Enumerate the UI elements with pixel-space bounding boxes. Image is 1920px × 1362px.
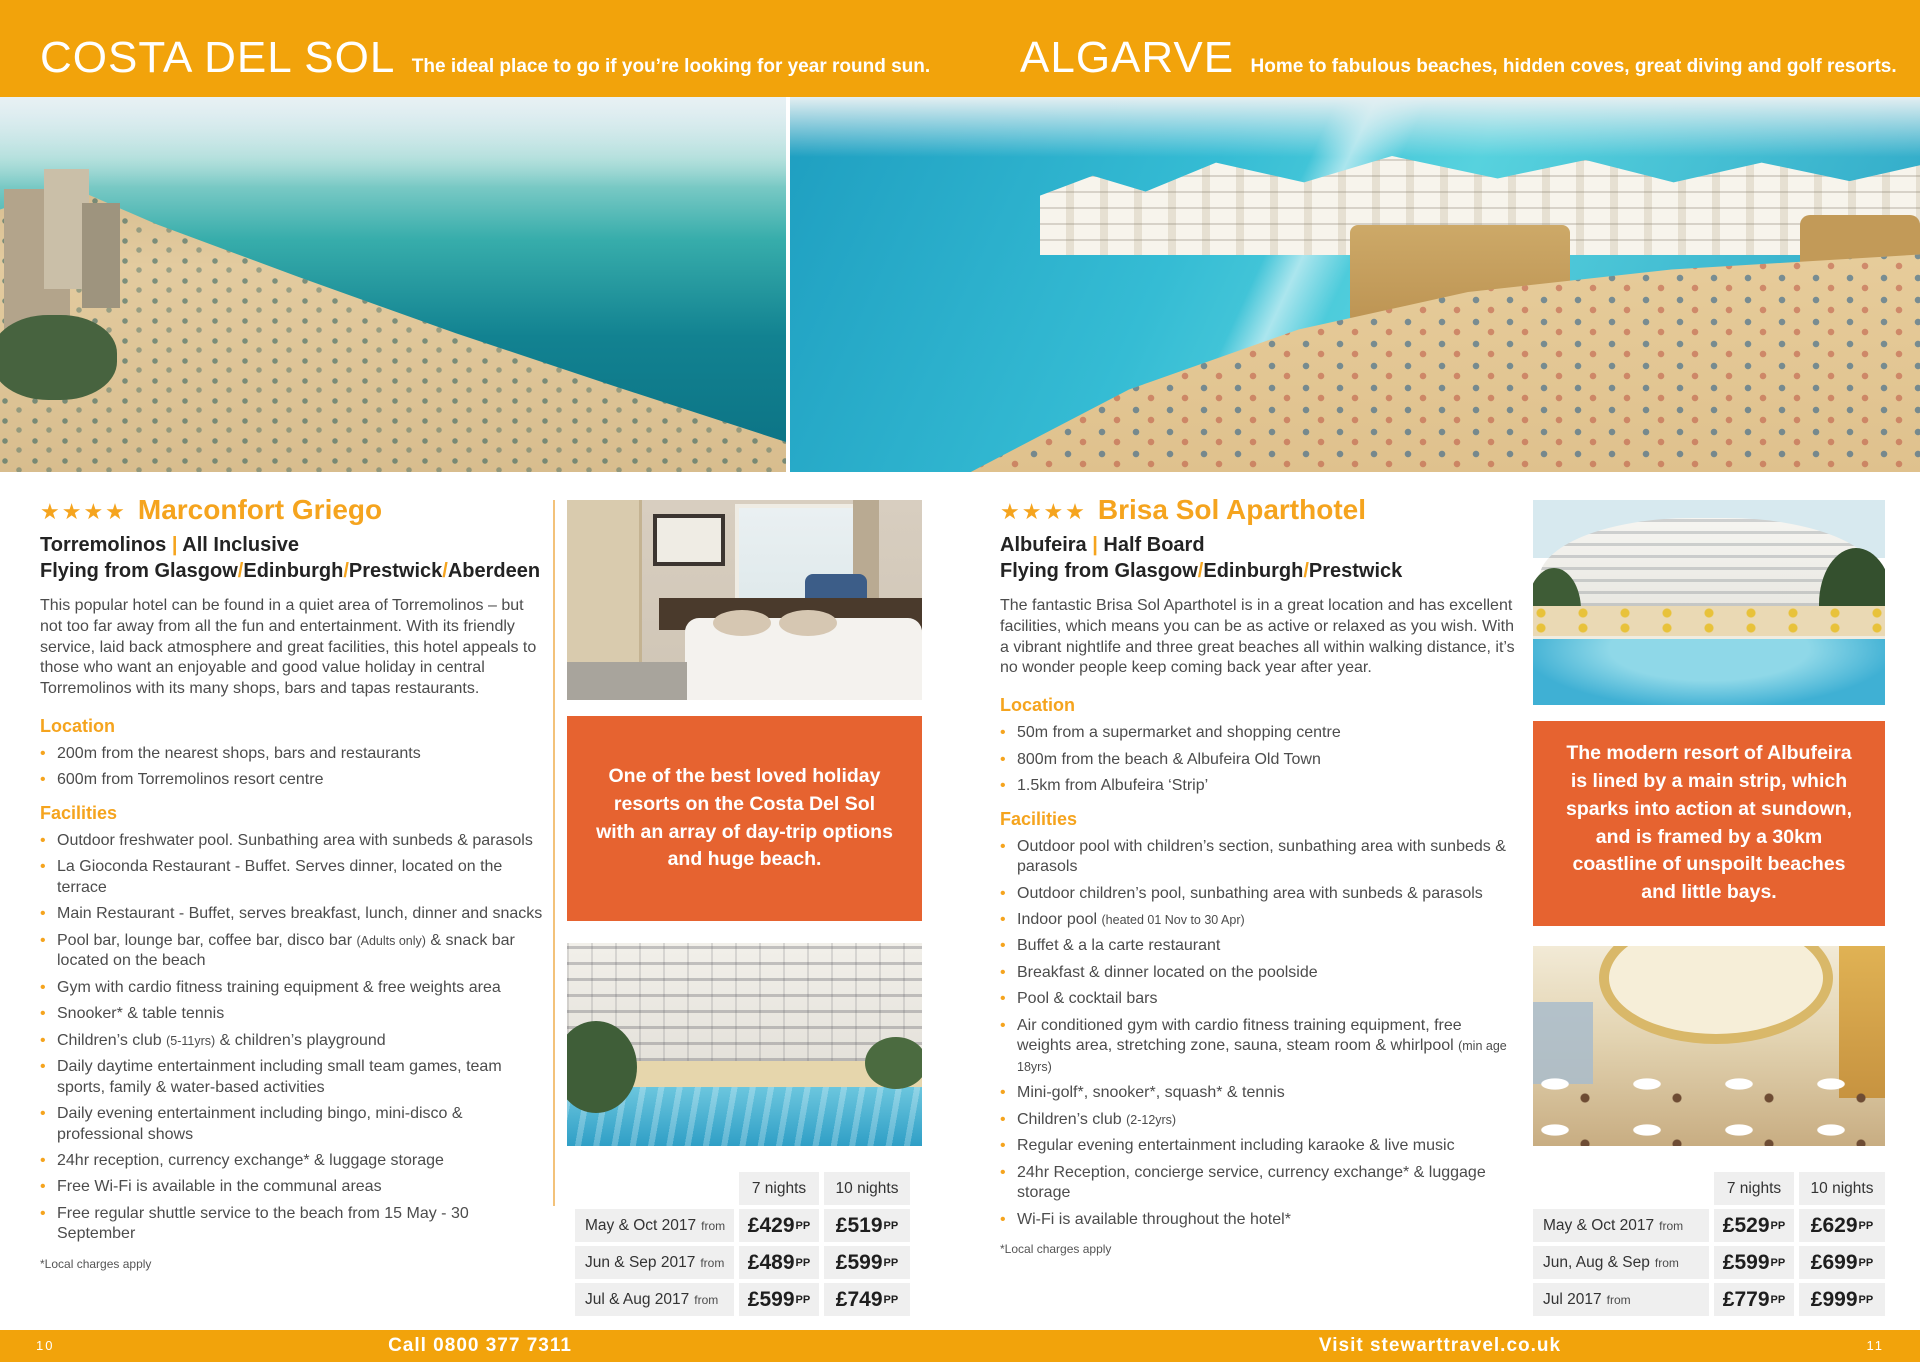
facility-item: • Free regular shuttle service to the beach from 15 May - 30 September xyxy=(40,1204,545,1245)
destination-tagline: Home to fabulous beaches, hidden coves, great diving and golf resorts. xyxy=(1250,56,1897,77)
resort-board-line: Torremolinos | All Inclusive xyxy=(40,534,300,556)
flying-from-line: Flying from Glasgow/Edinburgh/Prestwick xyxy=(1000,560,1403,582)
price-value: £429 xyxy=(747,1213,795,1237)
per-person-suffix: PP xyxy=(1770,1293,1786,1306)
price-10-nights xyxy=(824,1209,910,1242)
price-table-col-10-nights: 10 nights xyxy=(824,1172,910,1205)
facility-item: • Gym with cardio fitness training equipment & free weights area xyxy=(40,978,545,998)
footer-bar xyxy=(0,1330,1920,1362)
resort-board-line: Albufeira | Half Board xyxy=(1000,534,1205,556)
hero-photo-algarve xyxy=(790,97,1920,472)
from-label: from xyxy=(701,1218,726,1233)
price-table-col-10-nights: 10 nights xyxy=(1799,1172,1885,1205)
facility-item: • Air conditioned gym with cardio fitness training equipment, free weights area, stretching zone, sauna, steam room & whirlpool (min age 18yrs) xyxy=(1000,1016,1515,1077)
price-value: £599 xyxy=(747,1287,795,1311)
season-label: Jun, Aug & Sep xyxy=(1543,1253,1650,1271)
price-table-row xyxy=(575,1283,910,1316)
facility-item: • Children’s club (2-12yrs) xyxy=(1000,1110,1515,1130)
building-shape xyxy=(82,203,120,308)
per-person-suffix: PP xyxy=(795,1256,811,1269)
location-item: • 1.5km from Albufeira ‘Strip’ xyxy=(1000,776,1515,796)
destination-title: ALGARVE xyxy=(1020,33,1235,82)
header-banner xyxy=(0,0,1920,97)
season-label: Jun & Sep 2017 xyxy=(585,1253,696,1271)
trees-shape xyxy=(0,315,117,400)
facility-item: • Outdoor freshwater pool. Sunbathing area with sunbeds & parasols xyxy=(40,831,545,851)
pool-deck-shape xyxy=(1533,606,1885,636)
price-7-nights xyxy=(1714,1283,1794,1316)
facility-item: • 24hr Reception, concierge service, currency exchange* & luggage storage xyxy=(1000,1163,1515,1204)
price-table-row xyxy=(1533,1246,1885,1279)
hotel-name: Brisa Sol Aparthotel xyxy=(1097,494,1367,525)
resort-callout-text: One of the best loved holiday resorts on the Costa Del Sol with an array of day-trip options and huge beach. xyxy=(596,765,893,871)
facility-item: • Mini-golf*, snooker*, squash* & tennis xyxy=(1000,1083,1515,1103)
page-number-left: 10 xyxy=(36,1338,55,1353)
sidebar-costa-del-sol xyxy=(567,500,922,1320)
price-table-col-7-nights: 7 nights xyxy=(739,1172,819,1205)
hotel-card-brisa-sol-aparthotel xyxy=(1000,494,1515,1256)
picture-frame-shape xyxy=(653,514,725,566)
price-value: £489 xyxy=(747,1250,795,1274)
destination-tagline: The ideal place to go if you’re looking for year round sun. xyxy=(411,56,931,77)
facilities-list xyxy=(40,831,545,1245)
hotel-pool-photo xyxy=(567,943,922,1146)
facility-item: • Pool bar, lounge bar, coffee bar, disco bar (Adults only) & snack bar located on the beach xyxy=(40,931,545,972)
hotel-name: Marconfort Griego xyxy=(137,494,383,525)
season-label: May & Oct 2017 xyxy=(585,1216,697,1234)
per-person-suffix: PP xyxy=(795,1219,811,1232)
location-item: • 600m from Torremolinos resort centre xyxy=(40,770,545,790)
price-10-nights xyxy=(824,1283,910,1316)
star-rating: ★★★★ xyxy=(40,499,127,524)
season-cell xyxy=(1533,1209,1709,1242)
facility-item: • Snooker* & table tennis xyxy=(40,1004,545,1024)
price-value: £629 xyxy=(1810,1213,1858,1237)
dining-tables-pattern xyxy=(1533,1066,1885,1146)
floor-shape xyxy=(567,662,687,700)
price-table-corner-cell xyxy=(575,1172,734,1205)
sky-shape xyxy=(0,97,786,187)
price-7-nights xyxy=(739,1283,819,1316)
from-label: from xyxy=(700,1255,725,1270)
facility-item: • Breakfast & dinner located on the poolside xyxy=(1000,963,1515,983)
facility-item: • Outdoor pool with children’s section, sunbathing area with sunbeds & parasols xyxy=(1000,837,1515,878)
price-10-nights xyxy=(1799,1209,1885,1242)
price-value: £599 xyxy=(835,1250,883,1274)
price-table-body xyxy=(575,1209,910,1316)
price-value: £999 xyxy=(1810,1287,1858,1311)
price-7-nights xyxy=(739,1246,819,1279)
resort-callout xyxy=(1533,721,1885,926)
price-7-nights xyxy=(1714,1246,1794,1279)
page-number-right: 11 xyxy=(1866,1338,1884,1353)
resort-callout-text: The modern resort of Albufeira is lined by a main strip, which sparks into action at sundown, and is framed by a 30km coastline of unspoilt beaches and little bays. xyxy=(1565,742,1853,903)
footer-phone: Call 0800 377 7311 xyxy=(388,1335,572,1356)
facility-item: • Pool & cocktail bars xyxy=(1000,989,1515,1009)
hotel-description: This popular hotel can be found in a quiet area of Torremolinos – but not too far away from all the fun and entertainment. With its friendly service, laid back atmosphere and great facilities, this hotel appeals to those who want an enjoyable and good value holiday in central Torremolinos with its many shops, bars and tapas restaurants. xyxy=(40,597,537,698)
price-table-marconfort-griego xyxy=(575,1172,910,1316)
price-value: £519 xyxy=(835,1213,883,1237)
facility-item: • Wi-Fi is available throughout the hotel* xyxy=(1000,1210,1515,1230)
per-person-suffix: PP xyxy=(795,1293,811,1306)
destination-title: COSTA DEL SOL xyxy=(40,33,396,82)
price-10-nights xyxy=(824,1246,910,1279)
facilities-list xyxy=(1000,837,1515,1231)
destination-header-costa-del-sol xyxy=(40,33,930,83)
per-person-suffix: PP xyxy=(1770,1219,1786,1232)
from-label: from xyxy=(1606,1292,1631,1307)
location-item: • 200m from the nearest shops, bars and restaurants xyxy=(40,744,545,764)
season-label: May & Oct 2017 xyxy=(1543,1216,1655,1234)
season-label: Jul & Aug 2017 xyxy=(585,1290,690,1308)
sidebar-algarve xyxy=(1533,500,1885,1320)
season-cell xyxy=(575,1283,734,1316)
facility-item: • Daily daytime entertainment including small team games, team sports, family & water-based activities xyxy=(40,1057,545,1098)
location-heading: Location xyxy=(1000,695,1075,716)
location-item: • 800m from the beach & Albufeira Old Town xyxy=(1000,750,1515,770)
price-table-row xyxy=(575,1246,910,1279)
per-person-suffix: PP xyxy=(883,1293,899,1306)
facility-item: • Outdoor children’s pool, sunbathing area with sunbeds & parasols xyxy=(1000,884,1515,904)
facility-item: • Daily evening entertainment including bingo, mini-disco & professional shows xyxy=(40,1104,545,1145)
price-value: £779 xyxy=(1722,1287,1770,1311)
hotel-room-photo xyxy=(567,500,922,700)
sky-shape xyxy=(790,97,1920,157)
price-value: £599 xyxy=(1722,1250,1770,1274)
per-person-suffix: PP xyxy=(883,1256,899,1269)
footer-website: Visit stewarttravel.co.uk xyxy=(1318,1335,1562,1356)
season-cell xyxy=(575,1246,734,1279)
hotel-title xyxy=(40,494,545,526)
price-table-header-row xyxy=(1533,1172,1885,1205)
facility-item: • Buffet & a la carte restaurant xyxy=(1000,936,1515,956)
flying-from-line: Flying from Glasgow/Edinburgh/Prestwick/Aberdeen xyxy=(40,560,541,582)
column-divider xyxy=(553,500,555,1206)
facility-item: • Indoor pool (heated 01 Nov to 30 Apr) xyxy=(1000,910,1515,930)
hero-photo-costa-del-sol xyxy=(0,97,786,472)
from-label: from xyxy=(1659,1218,1684,1233)
price-value: £699 xyxy=(1810,1250,1858,1274)
palm-tree-shape xyxy=(865,1037,922,1089)
facilities-heading: Facilities xyxy=(40,802,118,823)
per-person-suffix: PP xyxy=(1858,1256,1874,1269)
facility-item: • Regular evening entertainment including karaoke & live music xyxy=(1000,1136,1515,1156)
location-list xyxy=(40,744,545,791)
facility-item: • Children’s club (5-11yrs) & children’s playground xyxy=(40,1031,545,1051)
star-rating: ★★★★ xyxy=(1000,499,1087,524)
hotel-exterior-photo xyxy=(1533,500,1885,705)
price-value: £529 xyxy=(1722,1213,1770,1237)
facility-item: • Main Restaurant - Buffet, serves breakfast, lunch, dinner and snacks xyxy=(40,904,545,924)
facility-item: • La Gioconda Restaurant - Buffet. Serves dinner, located on the terrace xyxy=(40,857,545,898)
season-label: Jul 2017 xyxy=(1543,1290,1602,1308)
hotel-restaurant-photo xyxy=(1533,946,1885,1146)
pool-water-shape xyxy=(1533,636,1885,705)
price-10-nights xyxy=(1799,1246,1885,1279)
hotel-title xyxy=(1000,494,1515,526)
from-label: from xyxy=(1654,1255,1679,1270)
price-table-brisa-sol-aparthotel xyxy=(1533,1172,1885,1316)
price-table-header-row xyxy=(575,1172,910,1205)
pillow-shape xyxy=(713,610,771,636)
price-table-row xyxy=(1533,1209,1885,1242)
pillow-shape xyxy=(779,610,837,636)
season-cell xyxy=(1533,1283,1709,1316)
facility-item: • 24hr reception, currency exchange* & luggage storage xyxy=(40,1151,545,1171)
hotel-description: The fantastic Brisa Sol Aparthotel is in a great location and has excellent facilities, which means you can be as active or relaxed as you wish. With a vibrant nightlife and three great beaches all within walking distance, it’s no wonder people keep coming back year after year. xyxy=(1000,597,1515,677)
location-list xyxy=(1000,723,1515,796)
season-cell xyxy=(575,1209,734,1242)
location-heading: Location xyxy=(40,715,115,736)
price-table-corner-cell xyxy=(1533,1172,1709,1205)
local-charges-footnote: *Local charges apply xyxy=(1000,1242,1112,1257)
price-10-nights xyxy=(1799,1283,1885,1316)
destination-header-algarve xyxy=(1020,33,1897,83)
hotel-card-marconfort-griego xyxy=(40,494,545,1271)
from-label: from xyxy=(694,1292,719,1307)
resort-callout xyxy=(567,716,922,921)
facility-item: • Free Wi-Fi is available in the communal areas xyxy=(40,1177,545,1197)
per-person-suffix: PP xyxy=(1770,1256,1786,1269)
price-table-row xyxy=(575,1209,910,1242)
price-table-row xyxy=(1533,1283,1885,1316)
local-charges-footnote: *Local charges apply xyxy=(40,1256,152,1271)
price-7-nights xyxy=(1714,1209,1794,1242)
per-person-suffix: PP xyxy=(883,1219,899,1232)
price-value: £749 xyxy=(835,1287,883,1311)
location-item: • 50m from a supermarket and shopping centre xyxy=(1000,723,1515,743)
facilities-heading: Facilities xyxy=(1000,808,1078,829)
per-person-suffix: PP xyxy=(1858,1293,1874,1306)
season-cell xyxy=(1533,1246,1709,1279)
price-table-body xyxy=(1533,1209,1885,1316)
per-person-suffix: PP xyxy=(1858,1219,1874,1232)
price-7-nights xyxy=(739,1209,819,1242)
price-table-col-7-nights: 7 nights xyxy=(1714,1172,1794,1205)
